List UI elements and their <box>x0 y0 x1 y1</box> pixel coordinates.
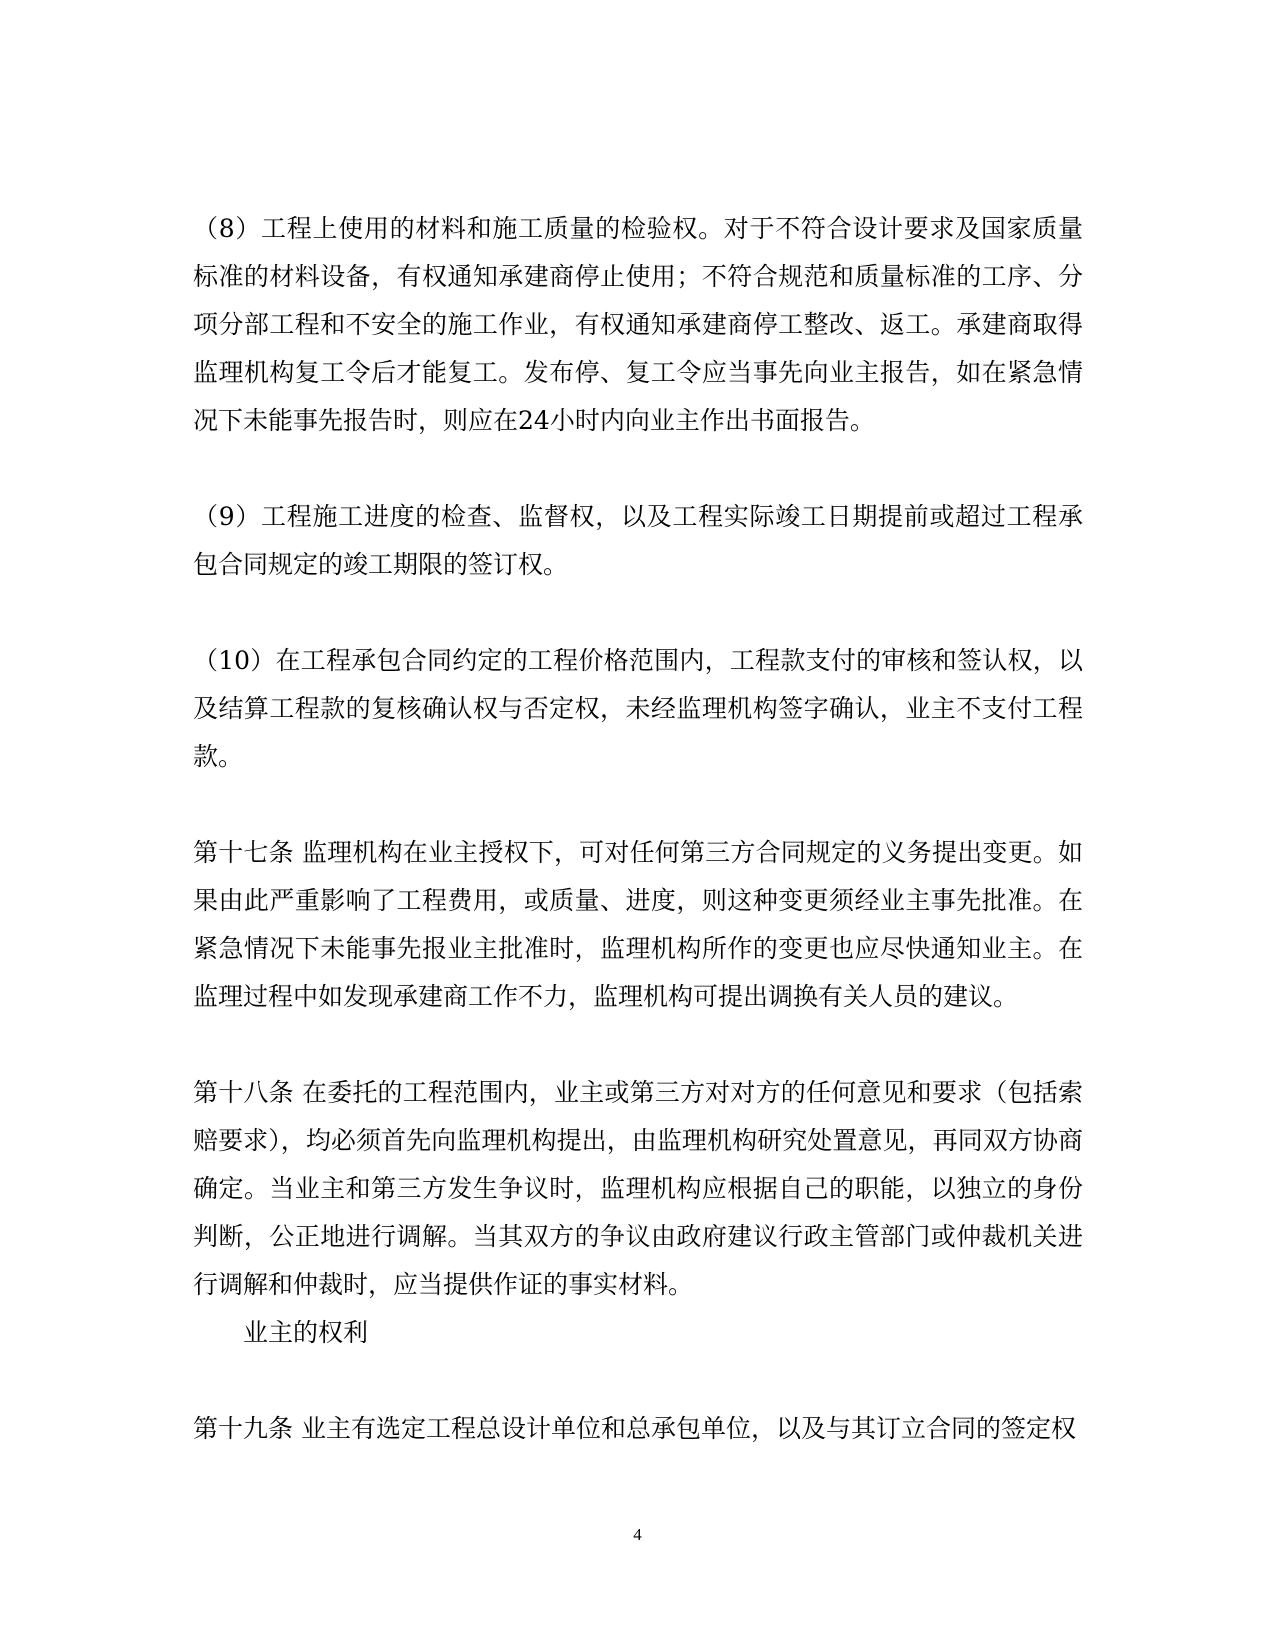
paragraph-article-19: 第十九条 业主有选定工程总设计单位和总承包单位，以及与其订立合同的签定权 <box>193 1414 1076 1443</box>
paragraph-item-8: （8）工程上使用的材料和施工质量的检验权。对于不符合设计要求及国家质量标准的材料设备，有权通知承建商停止使用；不符合规范和质量标准的工序、分项分部工程和不安全的施工作业，有权通知承建商停工整改、返工。承建商取得监理机构复工令后才能复工。发布停、复工令应当事先向业主报告，如在紧急情况下未能事先报告时，则应在24小时内向业主作出书面报告。 <box>193 214 1083 435</box>
document-body <box>193 205 1083 1453</box>
section-heading-owner-rights: 业主的权利 <box>243 1318 369 1347</box>
paragraph-item-9: （9）工程施工进度的检查、监督权，以及工程实际竣工日期提前或超过工程承包合同规定的竣工期限的签订权。 <box>193 502 1083 579</box>
paragraph-item-10: （10）在工程承包合同约定的工程价格范围内，工程款支付的审核和签认权，以及结算工程款的复核确认权与否定权，未经监理机构签字确认，业主不支付工程款。 <box>193 646 1083 771</box>
page-number: 4 <box>633 1525 642 1544</box>
paragraph-article-18: 第十八条 在委托的工程范围内，业主或第三方对对方的任何意见和要求（包括索赔要求），均必须首先向监理机构提出，由监理机构研究处置意见，再同双方协商确定。当业主和第三方发生争议时，监理机构应根据自己的职能，以独立的身份判断，公正地进行调解。当其双方的争议由政府建议行政主管部门或仲裁机关进行调解和仲裁时，应当提供作证的事实材料。 <box>193 1078 1083 1299</box>
paragraph-article-17: 第十七条 监理机构在业主授权下，可对任何第三方合同规定的义务提出变更。如果由此严重影响了工程费用，或质量、进度，则这种变更须经业主事先批准。在紧急情况下未能事先报业主批准时，监理机构所作的变更也应尽快通知业主。在监理过程中如发现承建商工作不力，监理机构可提出调换有关人员的建议。 <box>193 838 1083 1011</box>
